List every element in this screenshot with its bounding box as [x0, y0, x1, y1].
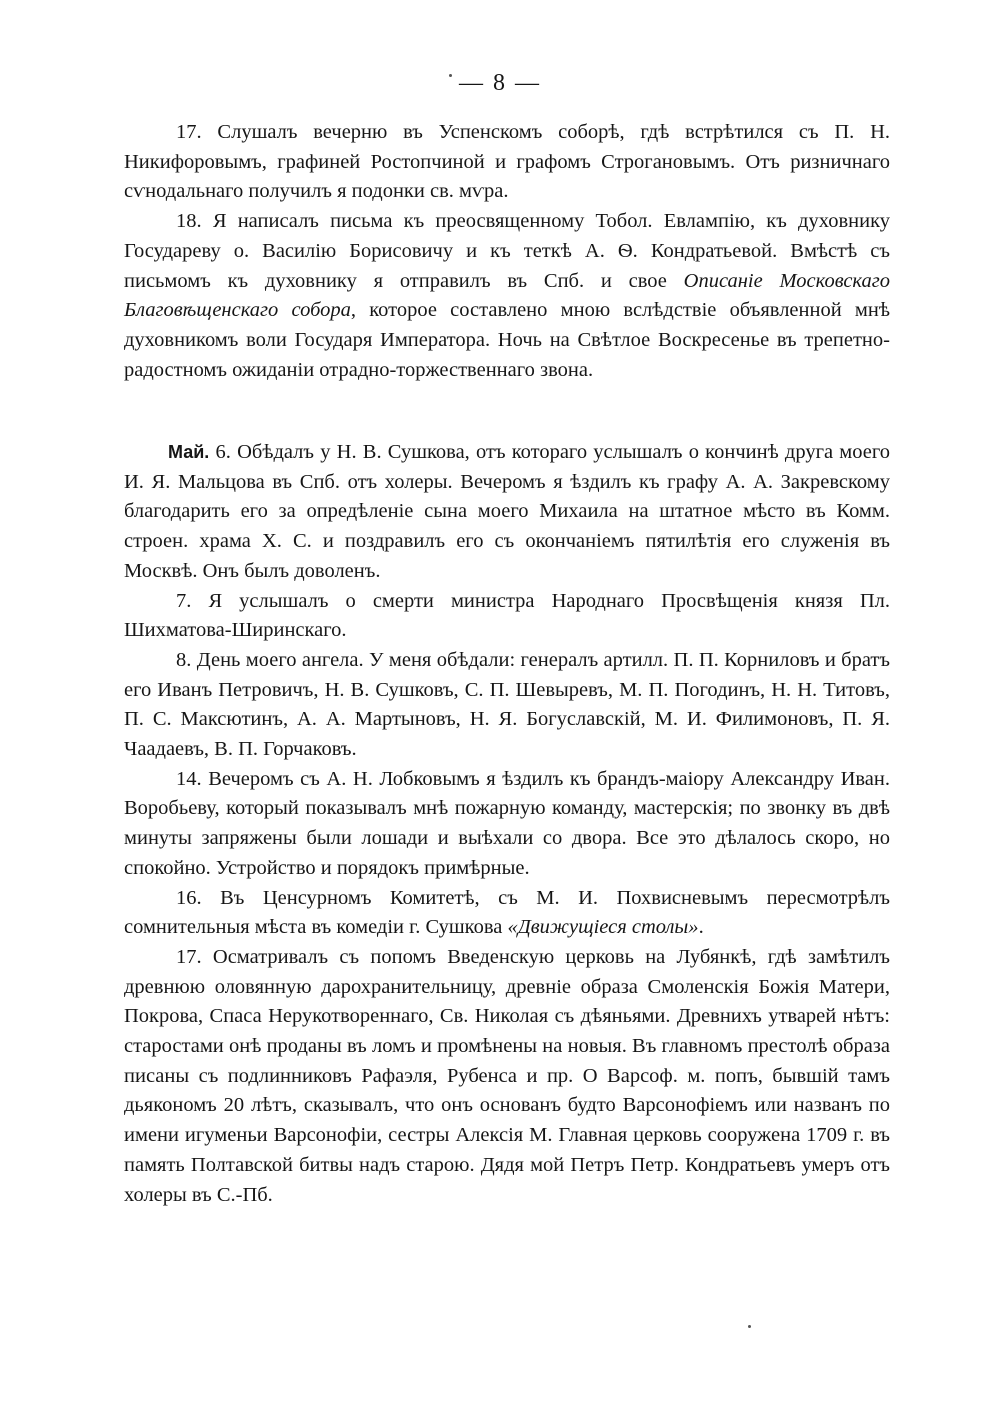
diary-entry-6-may	[124, 438, 890, 587]
may-section	[124, 438, 890, 1210]
entry-punctuation: .	[698, 916, 704, 939]
diary-entry-8-may: 8. День моего ангела. У меня обѣдали: генералъ артилл. П. П. Корниловъ и братъ его Иванъ Петровичъ, Н. В. Сушковъ, С. П. Шевыревъ, М. П. Погодинъ, Н. Н. Титовъ, П. С. Максютинъ, А. А. Мартыновъ, Н. Я. Богуславскій, М. И. Филимоновъ, П. Я. Чаадаевъ, В. П. Горчаковъ.	[124, 648, 890, 761]
entry-text: 18. Я написалъ письма къ преосвященному Тобол. Евлампію, къ духовнику Государеву о. Василію Борисовичу и къ теткѣ А. Ѳ. Кондратьевой. Вмѣстѣ съ письмомъ къ духовнику я отправилъ въ Спб. и свое	[124, 210, 890, 292]
diary-entry-14-may: 14. Вечеромъ съ А. Н. Лобковымъ я ѣздилъ къ брандъ-маіору Александру Иван. Воробьеву, который показывалъ мнѣ пожарную команду, мастерскія; по звонку въ двѣ минуты запряжены были лошади и выѣхали со двора. Все это дѣлалось скоро, но спокойно. Устройство и порядокъ примѣрные.	[124, 767, 890, 879]
comedy-title: «Движущіеся столы»	[507, 916, 699, 939]
diary-entry-18-april	[124, 207, 890, 385]
entry-text-continued: , которое составлено мною вслѣдствіе объявленной мнѣ духовникомъ воли Государя Императора. Ночь на Свѣтлое Воскресенье въ трепетно-радостномъ ожиданіи отрадно-торжественнаго звона.	[124, 299, 891, 381]
month-heading: Май.	[168, 442, 210, 462]
april-section	[124, 118, 890, 385]
entry-text: 6. Обѣдалъ у Н. В. Сушкова, отъ котораго услышалъ о кончинѣ друга моего И. Я. Мальцова въ Спб. отъ холеры. Вечеромъ я ѣздилъ къ графу А. А. Закревскому благодарить его за опредѣленіе сына моего Михаила на штатное мѣсто въ Комм. строен. храма Х. С. и поздравилъ его съ окончаніемъ пятилѣтія его служенія въ Москвѣ. Онъ былъ доволенъ.	[124, 441, 891, 582]
diary-entry-16-may	[124, 884, 890, 943]
print-speck-bottom	[748, 1325, 751, 1328]
diary-entry-17-may: 17. Осматривалъ съ попомъ Введенскую церковь на Лубянкѣ, гдѣ замѣтилъ древнюю оловянную дарохранительницу, древніе образа Смоленскія Божія Матери, Покрова, Спаса Нерукотвореннаго, Св. Николая съ дѣяньями. Древнихъ утварей нѣтъ: старостами онѣ проданы въ ломъ и промѣнены на новыя. Въ главномъ престолѣ образа писаны съ подлинниковъ Рафаэля, Рубенса и пр. О Варсоф. м. попъ, бывшій тамъ дьякономъ 20 лѣтъ, сказывалъ, что онъ основанъ будто Варсонофіемъ или названъ по имени игуменьи Варсонофіи, сестры Алексія М. Главная церковь сооружена 1709 г. въ память Полтавской битвы надъ старою. Дядя мой Петръ Петр. Кондратьевъ умеръ отъ холеры въ С.-Пб.	[124, 945, 890, 1206]
diary-entry-17-april: 17. Слушалъ вечерню въ Успенскомъ соборѣ, гдѣ встрѣтился съ П. Н. Никифоровымъ, графиней Ростопчиной и графомъ Строгановымъ. Отъ ризничнаго сѵнодальнаго получилъ я подонки св. мѵра.	[124, 121, 890, 203]
entry-text: 16. Въ Ценсурномъ Комитетѣ, съ М. И. Похвисневымъ пересмотрѣлъ сомнительныя мѣста въ комедіи г. Сушкова	[124, 886, 890, 939]
book-title: Описаніе Московскаго Благовѣщенскаго собора	[124, 269, 891, 322]
page-number: — 8 —	[459, 70, 541, 96]
diary-entry-7-may: 7. Я услышалъ о смерти министра Народнаго Просвѣщенія князя Пл. Шихматова-Ширинскаго.	[124, 589, 890, 642]
